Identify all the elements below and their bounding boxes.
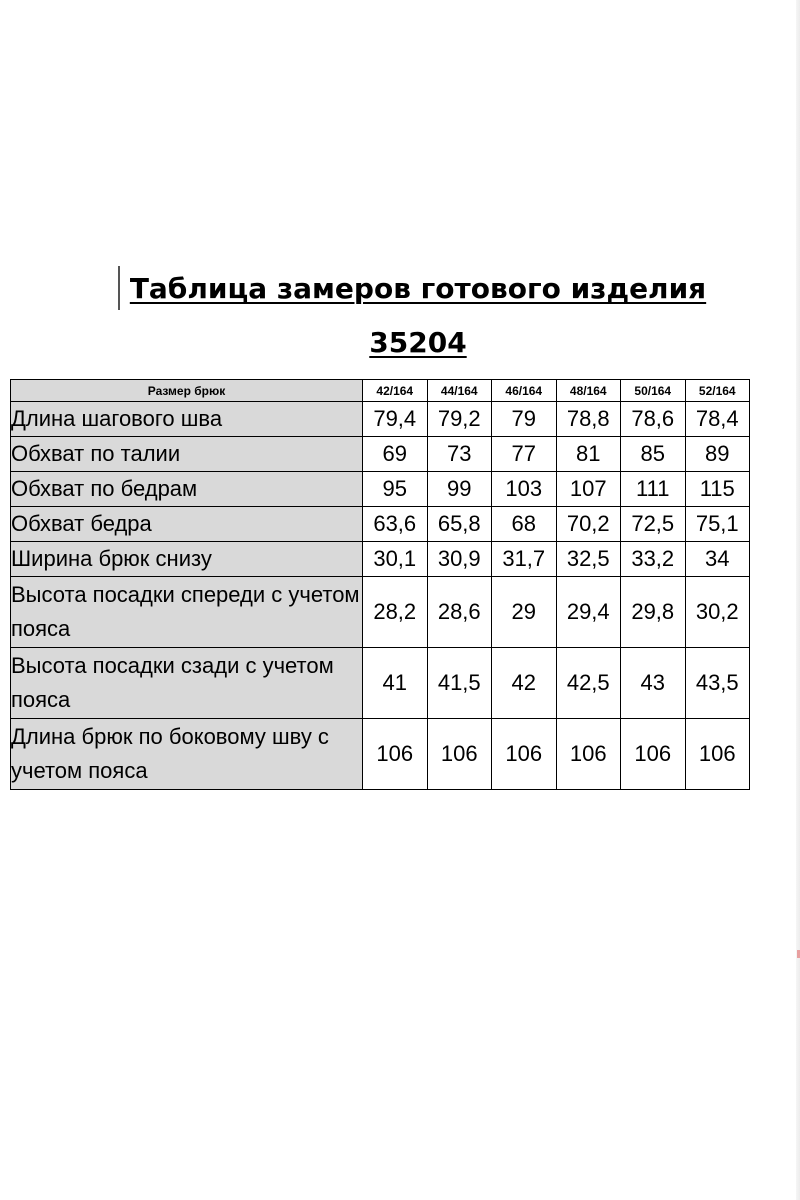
measurement-value: 68 xyxy=(492,507,557,542)
measurement-value: 29,4 xyxy=(556,577,621,648)
measurement-value: 29 xyxy=(492,577,557,648)
measurement-value: 106 xyxy=(363,719,428,790)
measurement-value: 81 xyxy=(556,437,621,472)
table-row xyxy=(11,648,750,719)
measurement-label: Длина шагового шва xyxy=(11,402,363,437)
measurement-value: 31,7 xyxy=(492,542,557,577)
measurement-value: 106 xyxy=(621,719,686,790)
measurement-value: 43 xyxy=(621,648,686,719)
measurement-label: Высота посадки сзади с учетом пояса xyxy=(11,648,363,719)
size-column-header: 52/164 xyxy=(685,380,750,402)
measurement-value: 29,8 xyxy=(621,577,686,648)
measurement-value: 72,5 xyxy=(621,507,686,542)
measurement-value: 43,5 xyxy=(685,648,750,719)
measurement-value: 99 xyxy=(427,472,492,507)
measurement-value: 41,5 xyxy=(427,648,492,719)
measurement-value: 78,8 xyxy=(556,402,621,437)
size-column-header: 50/164 xyxy=(621,380,686,402)
table-row xyxy=(11,437,750,472)
size-header-label: Размер брюк xyxy=(11,380,363,402)
measurement-value: 79 xyxy=(492,402,557,437)
table-header-row xyxy=(11,380,750,402)
table-row xyxy=(11,402,750,437)
measurement-value: 73 xyxy=(427,437,492,472)
size-column-header: 44/164 xyxy=(427,380,492,402)
measurement-label: Длина брюк по боковому шву с учетом пояса xyxy=(11,719,363,790)
measurement-value: 89 xyxy=(685,437,750,472)
table-row xyxy=(11,507,750,542)
measurement-value: 32,5 xyxy=(556,542,621,577)
measurement-value: 77 xyxy=(492,437,557,472)
table-row xyxy=(11,542,750,577)
measurement-value: 111 xyxy=(621,472,686,507)
page-title: Таблица замеров готового изделия xyxy=(129,272,707,305)
article-number: 35204 xyxy=(369,326,467,359)
size-column-header: 42/164 xyxy=(363,380,428,402)
measurement-value: 30,2 xyxy=(685,577,750,648)
measurement-value: 78,6 xyxy=(621,402,686,437)
measurement-value: 69 xyxy=(363,437,428,472)
measurement-label: Высота посадки спереди с учетом пояса xyxy=(11,577,363,648)
page-edge-shadow xyxy=(796,0,800,1200)
measurement-value: 30,9 xyxy=(427,542,492,577)
measurement-label: Обхват по талии xyxy=(11,437,363,472)
measurement-value: 78,4 xyxy=(685,402,750,437)
measurement-value: 115 xyxy=(685,472,750,507)
measurement-value: 65,8 xyxy=(427,507,492,542)
measurement-value: 42,5 xyxy=(556,648,621,719)
table-row xyxy=(11,719,750,790)
size-column-header: 46/164 xyxy=(492,380,557,402)
measurement-value: 63,6 xyxy=(363,507,428,542)
measurement-label: Обхват бедра xyxy=(11,507,363,542)
measurement-value: 28,2 xyxy=(363,577,428,648)
measurement-value: 70,2 xyxy=(556,507,621,542)
measurement-value: 106 xyxy=(492,719,557,790)
measurement-value: 75,1 xyxy=(685,507,750,542)
size-measurements-table xyxy=(10,379,750,790)
measurement-value: 34 xyxy=(685,542,750,577)
measurement-label: Ширина брюк снизу xyxy=(11,542,363,577)
measurement-value: 85 xyxy=(621,437,686,472)
measurement-value: 95 xyxy=(363,472,428,507)
table-row xyxy=(11,472,750,507)
table-row xyxy=(11,577,750,648)
measurement-label: Обхват по бедрам xyxy=(11,472,363,507)
measurement-value: 107 xyxy=(556,472,621,507)
measurement-value: 106 xyxy=(427,719,492,790)
measurement-value: 103 xyxy=(492,472,557,507)
measurement-value: 79,4 xyxy=(363,402,428,437)
measurement-value: 30,1 xyxy=(363,542,428,577)
size-column-header: 48/164 xyxy=(556,380,621,402)
measurement-value: 41 xyxy=(363,648,428,719)
measurement-value: 79,2 xyxy=(427,402,492,437)
measurement-value: 28,6 xyxy=(427,577,492,648)
measurement-value: 33,2 xyxy=(621,542,686,577)
measurement-value: 106 xyxy=(556,719,621,790)
measurement-value: 42 xyxy=(492,648,557,719)
measurement-value: 106 xyxy=(685,719,750,790)
